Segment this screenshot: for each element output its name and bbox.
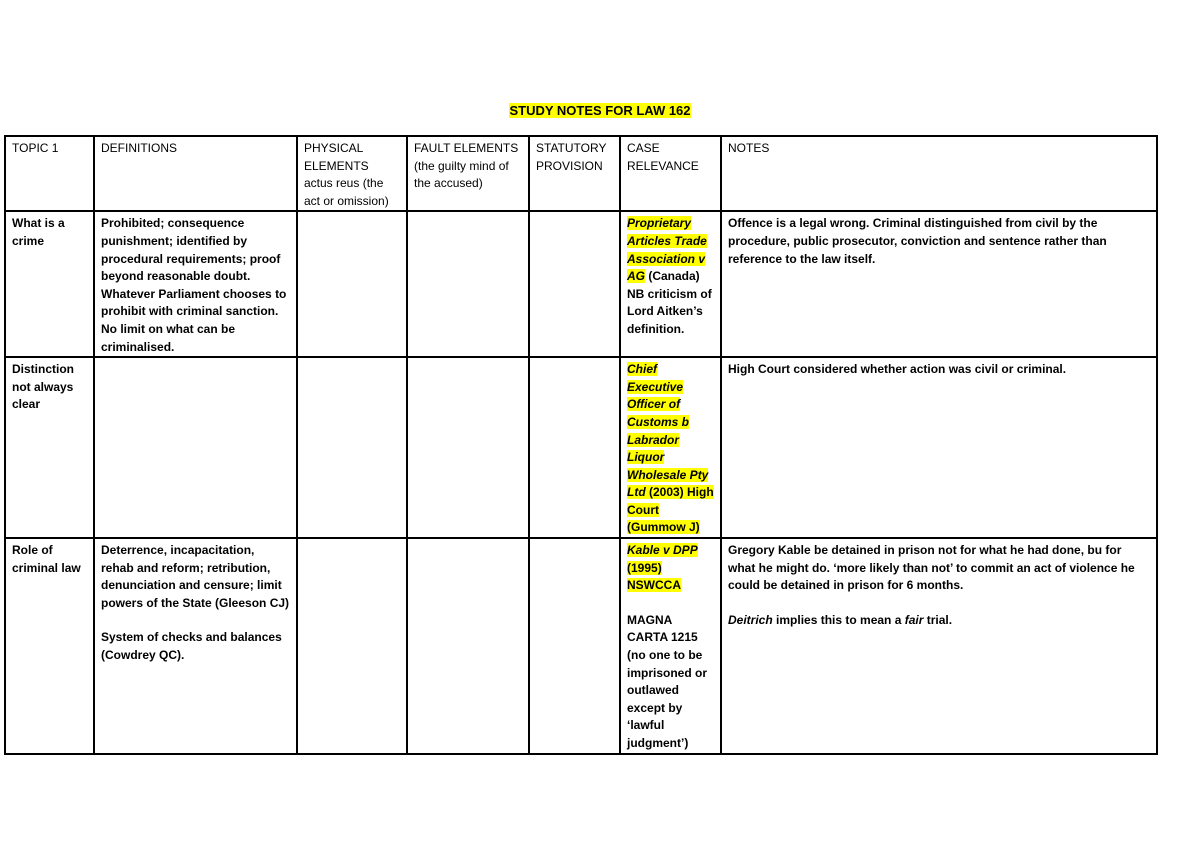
case-cell (620, 211, 721, 357)
topic-cell: Distinction not always clear (5, 357, 94, 538)
notes-para-1: Gregory Kable be detained in prison not for what he had done, bu for what he might do. ‘more likely than not’ to commit an act of violence he could be detained in prison for 6 months. (728, 543, 1135, 593)
header-fault-elements (407, 136, 529, 211)
table-row (5, 211, 1157, 357)
definitions-para-2: System of checks and balances (Cowdrey QC). (101, 630, 282, 663)
case-name-highlight: Proprietary Articles Trade Association v AG (627, 216, 707, 284)
statutory-cell (529, 538, 620, 754)
title-highlight: STUDY NOTES FOR LAW 162 (509, 103, 691, 118)
notes-cell: Offence is a legal wrong. Criminal distinguished from civil by the procedure, public prosecutor, conviction and sentence rather than reference to the law itself. (721, 211, 1157, 357)
physical-cell (297, 538, 407, 754)
statutory-cell (529, 357, 620, 538)
table-row (5, 538, 1157, 754)
header-fault-sub: (the guilty mind of the accused) (414, 158, 509, 191)
statutory-cell (529, 211, 620, 357)
case-detail: (1995) NSWCCA (627, 560, 681, 593)
header-physical-sub: actus reus (the act or omission) (304, 176, 389, 208)
notes-text: implies this to mean a (772, 612, 905, 627)
case-secondary: MAGNA CARTA 1215 (no one to be imprisoned or outlawed except by ‘lawful judgment’) (627, 612, 708, 750)
header-fault-title: FAULT ELEMENTS (414, 141, 519, 155)
definitions-cell: Prohibited; consequence punishment; identified by procedural requirements; proof beyond reasonable doubt. Whatever Parliament chooses to prohibit with criminal sanction. No limit on what can be criminalised. (94, 211, 297, 357)
notes-text-end: trial. (923, 612, 953, 627)
paragraph-gap (101, 612, 290, 629)
header-row (5, 136, 1157, 211)
header-case-relevance: CASE RELEVANCE (620, 136, 721, 211)
case-cell (620, 538, 721, 754)
table-row (5, 357, 1157, 538)
header-definitions: DEFINITIONS (94, 136, 297, 211)
notes-cell (721, 538, 1157, 754)
physical-cell (297, 211, 407, 357)
topic-cell: Role of criminal law (5, 538, 94, 754)
header-physical-title: PHYSICAL ELEMENTS (304, 141, 369, 173)
paragraph-gap (627, 595, 714, 612)
topic-cell: What is a crime (5, 211, 94, 357)
paragraph-gap (728, 595, 1150, 612)
header-statutory-provision: STATUTORY PROVISION (529, 136, 620, 211)
page-title (0, 102, 1200, 120)
notes-para-2 (728, 612, 1150, 630)
fault-cell (407, 211, 529, 357)
case-primary (627, 542, 714, 595)
definitions-para-1: Deterrence, incapacitation, rehab and reform; retribution, denunciation and censure; limit powers of the State (Gleeson CJ) (101, 543, 290, 610)
fault-cell (407, 538, 529, 754)
fault-cell (407, 357, 529, 538)
header-notes: NOTES (721, 136, 1157, 211)
study-notes-table (4, 135, 1158, 755)
header-physical-elements (297, 136, 407, 211)
definitions-cell (94, 538, 297, 754)
physical-cell (297, 357, 407, 538)
case-detail: (2003) High Court (Gummow J) (627, 485, 714, 535)
case-cell (620, 357, 721, 538)
notes-cell: High Court considered whether action was civil or criminal. (721, 357, 1157, 538)
notes-case-italic: Deitrich (728, 612, 773, 627)
notes-fair-italic: fair (904, 612, 924, 627)
case-detail: (Canada) NB criticism of Lord Aitken’s definition. (627, 269, 712, 336)
definitions-cell (94, 357, 297, 538)
case-name-highlight: Chief Executive Officer of Customs b Labrador Liquor Wholesale Pty Ltd (627, 362, 709, 500)
case-name-highlight: Kable v DPP (627, 543, 698, 558)
header-topic: TOPIC 1 (5, 136, 94, 211)
